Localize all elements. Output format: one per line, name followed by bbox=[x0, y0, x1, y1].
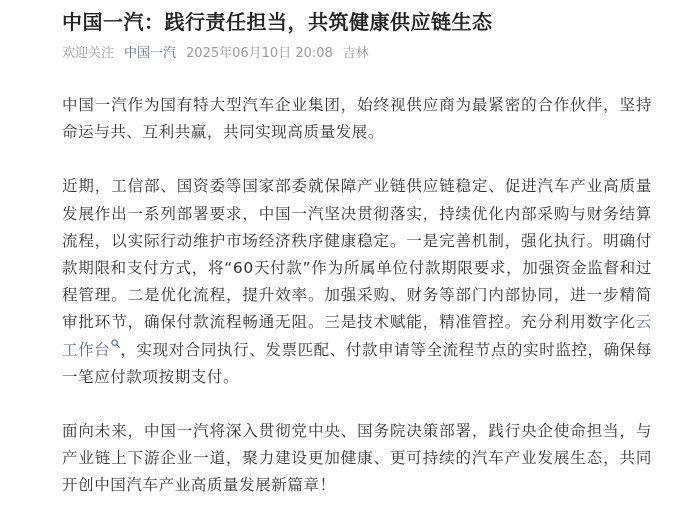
cloud-workbench-link-text: 云工作台 bbox=[62, 313, 652, 359]
article-meta bbox=[62, 44, 379, 64]
paragraph-intro: 中国一汽作为国有特大型汽车企业集团，始终视供应商为最紧密的合作伙伴，坚持命运与共、互利共赢，共同实现高质量发展。 bbox=[62, 96, 652, 142]
account-name-link[interactable]: 中国一汽 bbox=[124, 46, 177, 61]
publish-datetime: 2025年06月10日 20:08 bbox=[186, 46, 333, 61]
follow-label: 欢迎关注 bbox=[62, 46, 115, 61]
search-icon bbox=[111, 339, 120, 348]
article-title: 中国一汽：践行责任担当，共筑健康供应链生态 bbox=[62, 10, 493, 34]
paragraph-measures bbox=[62, 173, 652, 391]
paragraph-measures-text: 近期，工信部、国资委等国家部委就保障产业链供应链稳定、促进汽车产业高质量发展作出一系列部署要求，中国一汽坚决贯彻落实，持续优化内部采购与财务结算流程，以实际行动维护市场经济秩序健康稳定。一是完善机制，强化执行。明确付款期限和支付方式，将“60天付款”作为所属单位付款期限要求，加强资金监督和过程管理。二是优化流程，提升效率。加强采购、财务等部门内部协同，进一步精简审批环节，确保付款流程畅通无阻。三是技术赋能，精准管控。充分利用数字化 bbox=[62, 177, 652, 332]
paragraph-outlook: 面向未来，中国一汽将深入贯彻党中央、国务院决策部署，践行央企使命担当，与产业链上下游企业一道，聚力建设更加健康、更可持续的汽车产业发展生态，共同开创中国汽车产业高质量发展新篇章！ bbox=[62, 422, 652, 495]
paragraph-measures-text-end: ，实现对合同执行、发票匹配、付款申请等全流程节点的实时监控，确保每一笔应付款项按期支付。 bbox=[62, 340, 652, 386]
publish-location: 吉林 bbox=[342, 46, 369, 61]
article-body bbox=[62, 92, 652, 500]
